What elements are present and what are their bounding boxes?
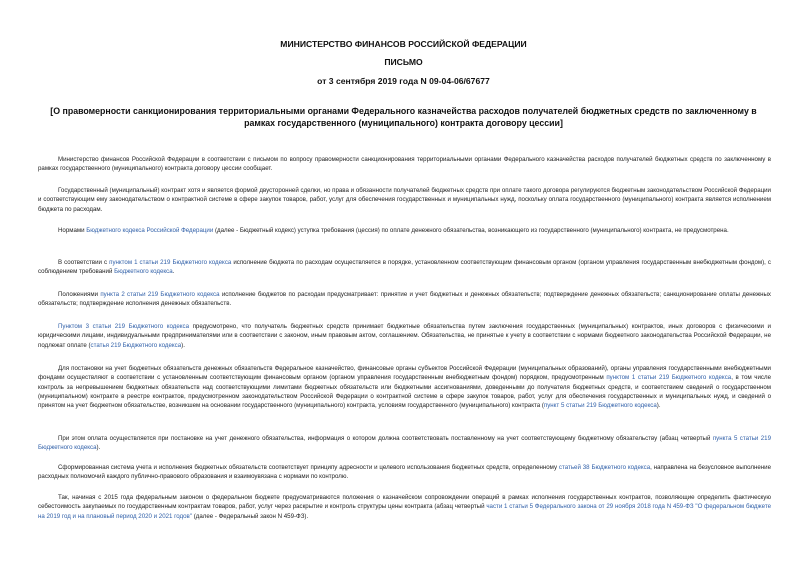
paragraph-text: Нормами <box>58 227 87 234</box>
article-38-link[interactable]: статьей 38 Бюджетного кодекса <box>558 464 651 471</box>
paragraph-4 <box>38 258 771 277</box>
article-219-p5-link[interactable]: пункт 5 статьи 219 Бюджетного кодекса <box>543 402 657 410</box>
paragraph-text: исполнение бюджета по расходам осуществляется в порядке, установленном соответствующим финансовым органом (органом управления государственным внебюджетным фондом), с соблюдением требований <box>38 259 771 276</box>
paragraph-text: предусмотрено, что получатель бюджетных средств принимает бюджетные обязательства путем заключения государственных (муниципальных) контрактов, иных договоров с физическими и юридическими лицами, индивидуальными предпринимателями или в соответствии с законом, иным правовым актом, соглашением. Обязательства, не принятые к учету в соответствии с нормами бюджетного законодательства Российской Федерации, не подлежат оплате ( <box>38 323 771 349</box>
article-219-link[interactable]: статья 219 Бюджетного кодекса <box>90 341 182 349</box>
ministry-header: МИНИСТЕРСТВО ФИНАНСОВ РОССИЙСКОЙ ФЕДЕРАЦИИ <box>280 39 527 49</box>
paragraph-text: ). <box>96 444 101 452</box>
paragraph-text: исполнение бюджетов по расходам предусматривает: принятие и учет бюджетных и денежных обязательств; подтверждение денежных обязательств; санкционирование оплаты денежных обязательств; подтверждение исполнения денежных обязательств. <box>38 291 771 308</box>
document-title: [О правомерности санкционирования территориальными органами Федерального казначейства расходов получателей бюджетных средств по заключенному в рамках государственного (муниципального) контракта договору цессии] <box>50 106 757 128</box>
paragraph-3 <box>38 226 771 235</box>
paragraph-5 <box>38 290 771 309</box>
paragraph-text: Сформированная система учета и исполнения бюджетных обязательств соответствует принципу адресности и целевого использования бюджетных средств, определенному <box>58 464 559 471</box>
document-type: ПИСЬМО <box>384 57 423 67</box>
article-219-p1-link[interactable]: пунктом 1 статьи 219 Бюджетного кодекса <box>109 259 232 266</box>
paragraph-10 <box>38 493 771 521</box>
paragraph-7 <box>38 364 771 410</box>
budget-code-link[interactable]: Бюджетного кодекса <box>114 268 173 276</box>
paragraph-text: ). <box>181 341 185 349</box>
paragraph-text: . <box>172 268 175 276</box>
paragraph-text: При этом оплата осуществляется при постановке на учет денежного обязательства, информация о котором должна соответствовать поставленному на учет соответствующему бюджетному обязательству (абзац четвертый <box>58 435 713 442</box>
paragraph-text: (далее - Федеральный закон N 459-ФЗ). <box>192 512 309 520</box>
paragraph-1 <box>38 155 771 174</box>
paragraph-text: Министерство финансов Российской Федерации в соответствии с письмом по вопросу правомерности санкционирования территориальными органами Федерального казначейства расходов получателей бюджетных средств по заключенному в рамках государственного (муниципального) контракта договору цессии сообщает. <box>38 156 771 173</box>
paragraph-text: Так, начиная с 2015 года федеральным законом о федеральном бюджете предусматриваются положения о казначейском сопровождении операций в рамках исполнения государственных контрактов, позволяющие определить фактическую себестоимость закупаемых по государственным контрактам товаров, работ, услуг через раскрытие и контроль структуры цены контракта (абзац четвертый <box>38 494 771 511</box>
paragraph-9 <box>38 463 771 482</box>
paragraph-text: В соответствии с <box>58 259 110 266</box>
article-219-p2-link[interactable]: пункта 2 статьи 219 Бюджетного кодекса <box>100 291 220 298</box>
paragraph-text: ). <box>656 402 661 410</box>
document-date-number: от 3 сентября 2019 года N 09-04-06/67677 <box>317 76 490 86</box>
article-219-p1-link[interactable]: пунктом 1 статьи 219 Бюджетного кодекса <box>606 374 732 382</box>
paragraph-text: Для постановки на учет бюджетных обязательств денежных обязательств Федеральное казначейство, финансовые органы субъектов Российской Федерации (муниципальных образований), органы управления государственными внебюджетными фондами осуществляют в соответствии с установленным соответствующим финансовым органом (органом управления государственным внебюджетным фондом) порядком, предусмотренным <box>38 365 771 382</box>
article-219-p5-link[interactable]: пункта 5 статьи 219 Бюджетного кодекса <box>38 435 771 452</box>
article-219-p3-link[interactable]: Пунктом 3 статьи 219 Бюджетного кодекса <box>58 323 189 330</box>
paragraph-2 <box>38 186 771 214</box>
paragraph-text: , в том числе контроль за непревышением бюджетных обязательств над соответствующими лимитами бюджетных обязательств или бюджетными ассигнованиями, доведенными до получателя бюджетных средств, и соответствием сведений о государственном (муниципальном) контракте в реестре контрактов, предусмотренном законодательством Российской Федерации о контрактной системе в сфере закупок товаров, работ, услуг для обеспечения государственных и муниципальных нужд, и сведений о принятом на учет бюджетном обязательстве, возникшем на основании государственного (муниципального) контракта, условиям государственного (муниципального) контракта ( <box>38 374 771 410</box>
budget-code-link[interactable]: Бюджетного кодекса Российской Федерации <box>86 227 214 234</box>
federal-law-459-link[interactable]: части 1 статьи 5 Федерального закона от 29 ноября 2018 года N 459-ФЗ "О федеральном бюджете на 2019 год и на плановый период 2020 и 2021 годов" <box>38 503 771 520</box>
paragraph-text: , направлена на безусловное выполнение расходных полномочий каждого публично-правового образования и взаимоувязана с нормами по контролю. <box>38 464 772 481</box>
paragraph-text: (далее - Бюджетный кодекс) уступка требования (цессия) по оплате денежного обязательства, возникающего из государственного (муниципального) контракта, не предусмотрена. <box>213 227 729 234</box>
paragraph-text: Положениями <box>58 291 101 298</box>
paragraph-6 <box>38 322 771 350</box>
paragraph-8 <box>38 434 771 453</box>
paragraph-text: Государственный (муниципальный) контракт хотя и является формой двусторонней сделки, но права и обязанности получателей бюджетных средств при оплате такого договора регулируются бюджетным законодательством Российской Федерации и соответствующим ему законодательством о контрактной системе в сфере закупок товаров, работ, услуг для обеспечения государственных и муниципальных нужд, поскольку оплата государственного (муниципального) контракта является исполнением бюджета по расходам. <box>38 187 771 213</box>
